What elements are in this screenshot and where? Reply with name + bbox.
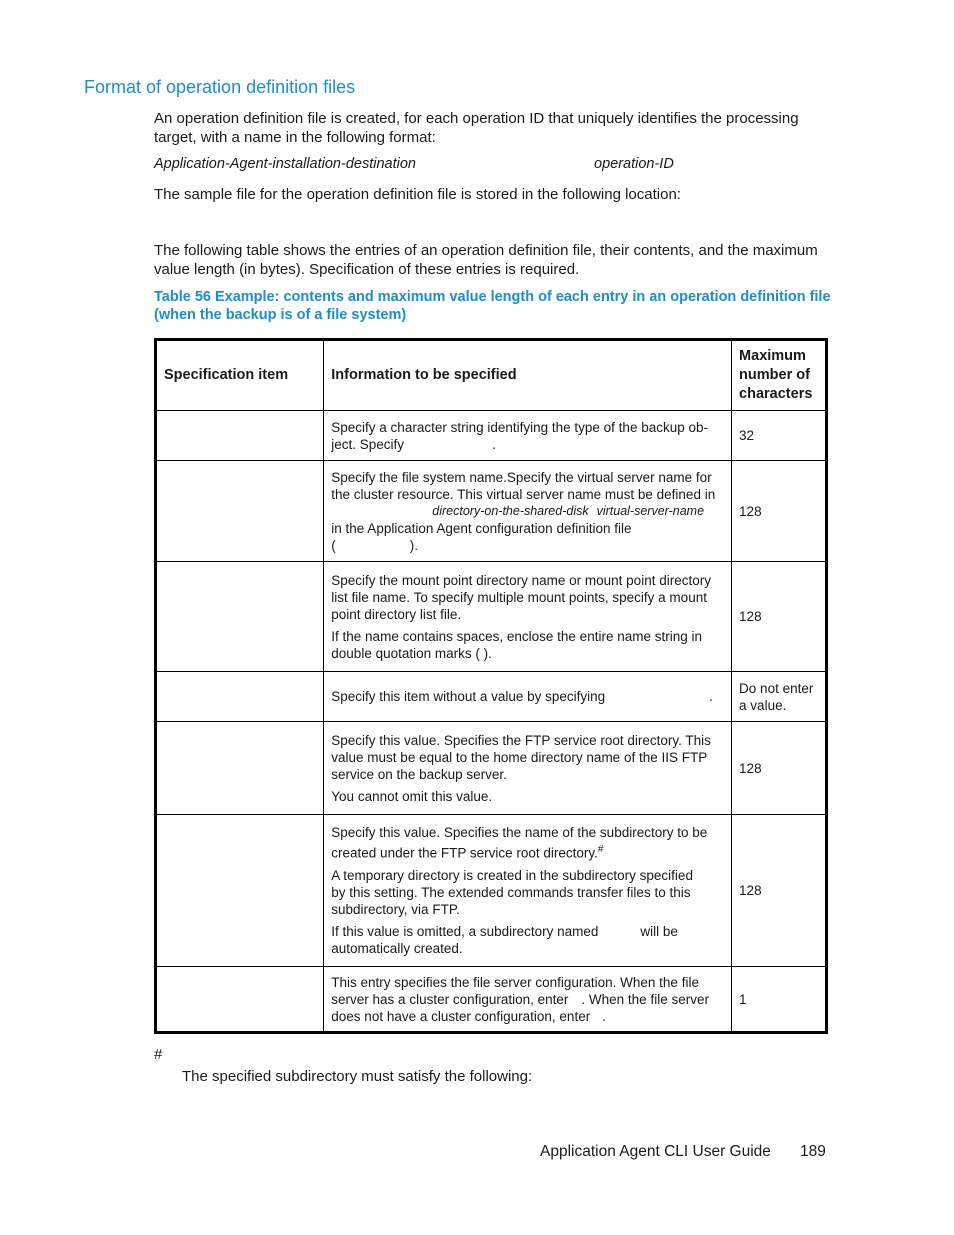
row-text-part: Specify this item without a value by specifying xyxy=(331,689,606,704)
row-item-cell xyxy=(156,411,324,461)
row-info-cell xyxy=(324,815,732,967)
row-text-part: . xyxy=(492,436,496,452)
table-row xyxy=(156,815,827,967)
table-intro-line-1: The following table shows the entries of an operation definition file, their contents, and the maximum xyxy=(154,242,818,259)
row-text-part: created under the FTP service root directory. xyxy=(331,845,598,861)
format-right: operation-ID xyxy=(594,156,674,172)
row-paragraph xyxy=(331,732,724,783)
row-text: This entry specifies the file server configuration. When the file xyxy=(331,974,699,990)
header-specification-item: Specification item xyxy=(156,340,324,411)
table-row xyxy=(156,722,827,815)
row-max-cell: 128 xyxy=(732,461,827,562)
table-row xyxy=(156,562,827,672)
row-item-cell xyxy=(156,967,324,1033)
row-item-cell xyxy=(156,562,324,672)
row-info-cell xyxy=(324,411,732,461)
table-row xyxy=(156,411,827,461)
footnote-text: The specified subdirectory must satisfy the following: xyxy=(182,1068,533,1085)
format-left: Application-Agent-installation-destination xyxy=(154,156,416,172)
row-text: double quotation marks ( ). xyxy=(331,645,492,661)
row-text: by this setting. The extended commands transfer files to this xyxy=(331,884,691,900)
row-text-part: ). xyxy=(409,537,419,553)
row-item-cell xyxy=(156,815,324,967)
row-paragraph xyxy=(331,572,724,623)
row-text-part: . xyxy=(709,689,713,704)
row-item-cell xyxy=(156,722,324,815)
row-item-cell xyxy=(156,461,324,562)
section-heading: Format of operation definition files xyxy=(84,77,356,97)
header-max-characters: Maximum number of characters xyxy=(732,340,827,411)
intro-line-2: target, with a name in the following format: xyxy=(154,129,436,146)
row-info-cell xyxy=(324,562,732,672)
row-info-cell xyxy=(324,461,732,562)
row-paragraph xyxy=(331,824,724,862)
row-max-cell: 128 xyxy=(732,815,827,967)
row-text xyxy=(331,503,724,520)
row-text-part: . xyxy=(602,1008,606,1024)
row-text xyxy=(331,923,724,940)
row-text: Specify the file system name.Specify the virtual server name for xyxy=(331,469,712,485)
row-text: Specify the mount point directory name or mount point directory xyxy=(331,572,711,588)
row-text: list file name. To specify multiple mount points, specify a mount xyxy=(331,589,707,605)
row-max-cell: 128 xyxy=(732,722,827,815)
row-text: Specify this value. Specifies the FTP service root directory. This xyxy=(331,732,711,748)
page-number: 189 xyxy=(800,1143,826,1160)
header-information: Information to be specified xyxy=(324,340,732,411)
row-text-part: directory-on-the-shared-disk xyxy=(432,503,589,518)
table-intro-line-2: value length (in bytes). Specification of these entries is required. xyxy=(154,261,580,278)
row-info-cell xyxy=(324,967,732,1033)
row-max-cell: 128 xyxy=(732,562,827,672)
row-max-cell: 32 xyxy=(732,411,827,461)
row-text-part: ject. Specify xyxy=(331,436,405,452)
table-caption xyxy=(154,288,834,324)
table-row xyxy=(156,461,827,562)
table-row xyxy=(156,672,827,722)
row-text-part: does not have a cluster configuration, enter xyxy=(331,1008,591,1024)
row-text: service on the backup server. xyxy=(331,766,507,782)
row-text: value must be equal to the home directory name of the IIS FTP xyxy=(331,749,708,765)
row-paragraph xyxy=(331,923,724,957)
row-text-part: . When the file server xyxy=(581,991,709,1007)
row-paragraph xyxy=(331,867,724,918)
row-text: A temporary directory is created in the subdirectory specified xyxy=(331,867,693,883)
row-text xyxy=(331,1008,724,1025)
sample-location-text: The sample file for the operation definition file is stored in the following location: xyxy=(154,186,681,203)
row-max-cell: Do not enter a value. xyxy=(732,672,827,722)
row-text-part: ( xyxy=(331,537,336,553)
row-text: Specify this value. Specifies the name of the subdirectory to be xyxy=(331,825,708,841)
specification-table xyxy=(154,338,828,1034)
row-text xyxy=(331,537,724,554)
row-text: point directory list file. xyxy=(331,606,462,622)
row-text: You cannot omit this value. xyxy=(331,788,493,804)
row-text: the cluster resource. This virtual server name must be defined in xyxy=(331,486,716,502)
table-caption-line-2: (when the backup is of a file system) xyxy=(154,307,407,323)
row-text xyxy=(331,991,724,1008)
footnote-marker: # xyxy=(597,844,604,856)
row-text-part: server has a cluster configuration, enter xyxy=(331,991,569,1007)
footnote-mark: # xyxy=(154,1046,163,1063)
table-row xyxy=(156,967,827,1033)
row-text-part: will be xyxy=(640,923,678,939)
row-paragraph xyxy=(331,628,724,662)
row-text-part: virtual-server-name xyxy=(596,503,705,518)
row-info-cell xyxy=(324,722,732,815)
table-header-row xyxy=(156,340,827,411)
row-text-part: If this value is omitted, a subdirectory named xyxy=(331,923,599,939)
row-text: Specify a character string identifying the type of the backup ob- xyxy=(331,419,708,435)
row-item-cell xyxy=(156,672,324,722)
intro-paragraph xyxy=(154,109,834,147)
row-text xyxy=(331,688,724,705)
footer-title: Application Agent CLI User Guide xyxy=(540,1143,771,1160)
table-caption-line-1: Table 56 Example: contents and maximum value length of each entry in an operation definition file xyxy=(154,289,831,305)
row-text xyxy=(331,841,724,862)
intro-line-1: An operation definition file is created, for each operation ID that uniquely identifies the processing xyxy=(154,110,799,127)
row-text: If the name contains spaces, enclose the entire name string in xyxy=(331,628,702,644)
row-info-cell xyxy=(324,672,732,722)
row-max-cell: 1 xyxy=(732,967,827,1033)
table-intro-paragraph xyxy=(154,241,844,279)
row-text: in the Application Agent configuration definition file xyxy=(331,520,632,536)
row-text: subdirectory, via FTP. xyxy=(331,901,460,917)
row-text: automatically created. xyxy=(331,940,463,956)
row-text xyxy=(331,436,724,453)
